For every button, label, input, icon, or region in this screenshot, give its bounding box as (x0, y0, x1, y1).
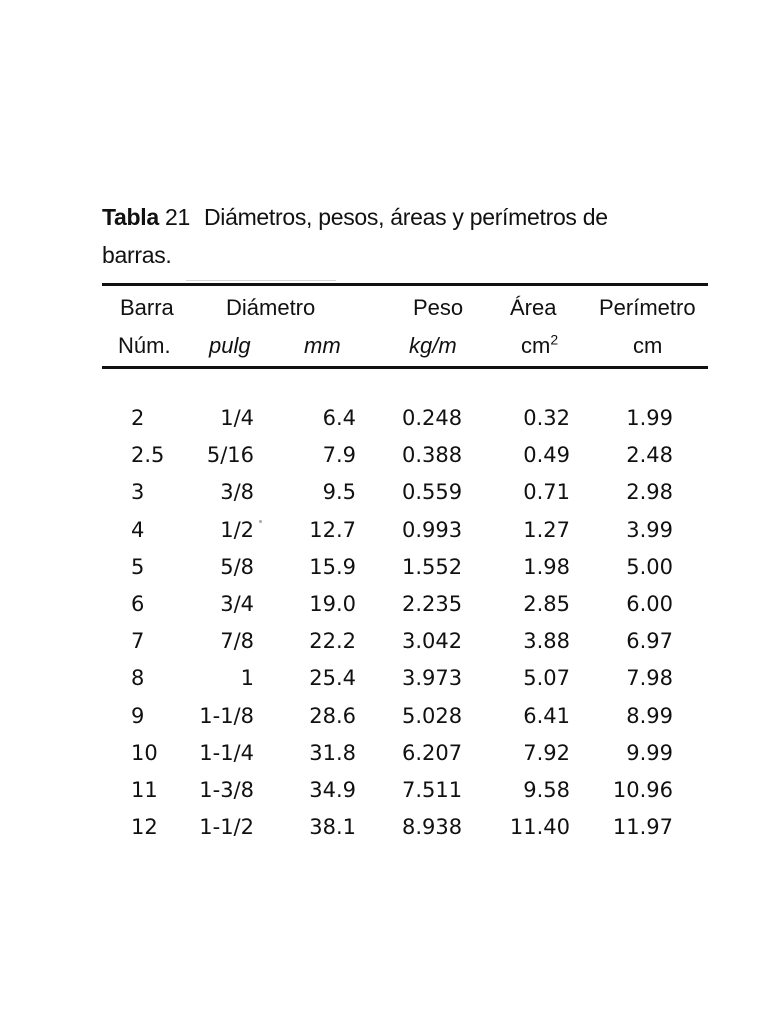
cell-peso: 0.993 (402, 518, 463, 542)
cell-peso: 2.235 (402, 592, 463, 616)
cell-barra: 2.5 (131, 443, 165, 467)
table-top-rule (102, 283, 708, 286)
cell-peso: 7.511 (402, 778, 463, 802)
cell-peso: 3.042 (402, 629, 463, 653)
header-area-unit: $cm^2$ (521, 331, 559, 358)
cell-area: 1.98 (523, 555, 570, 579)
cell-barra: 9 (131, 704, 145, 728)
cell-area: 0.32 (523, 406, 570, 430)
cell-pulg: 3/4 (220, 592, 254, 616)
header-diametro: Diámetro (226, 295, 316, 320)
cell-perimetro: 6.97 (626, 629, 673, 653)
cell-perimetro: 1.99 (626, 406, 673, 430)
cell-barra: 11 (131, 778, 158, 802)
cell-barra: 6 (131, 592, 145, 616)
table-header-rule (102, 366, 708, 369)
cell-mm: 22.2 (309, 629, 356, 653)
cell-area: 1.27 (523, 518, 570, 542)
cell-area: 5.07 (523, 666, 570, 690)
cell-area: 11.40 (509, 815, 570, 839)
cell-mm: 6.4 (322, 406, 356, 430)
caption-line-1 (102, 198, 702, 236)
cell-mm: 31.8 (309, 741, 356, 765)
cell-barra: 12 (131, 815, 158, 839)
cell-pulg: 5/8 (220, 555, 254, 579)
cell-pulg: 1-1/8 (199, 704, 254, 728)
cell-area: 3.88 (523, 629, 570, 653)
cell-perimetro: 7.98 (626, 666, 673, 690)
cell-area: 0.71 (523, 480, 570, 504)
header-peso: Peso (413, 295, 464, 320)
cell-barra: 4 (131, 518, 145, 542)
cell-perimetro: 9.99 (626, 741, 673, 765)
caption-text-line-1: Diámetros, pesos, áreas y perímetros de (203, 204, 608, 230)
cell-pulg: 1/4 (220, 406, 254, 430)
cell-barra: 5 (131, 555, 145, 579)
cell-area: 9.58 (523, 778, 570, 802)
cell-peso: 6.207 (402, 741, 463, 765)
cell-pulg: 1-1/4 (199, 741, 254, 765)
header-barra: Barra (120, 295, 174, 320)
header-peso-unit: kg/m (409, 333, 457, 358)
cell-mm: 34.9 (309, 778, 356, 802)
caption-underline-faint (186, 280, 336, 281)
caption-label: Tabla (102, 204, 159, 230)
cell-mm: 25.4 (309, 666, 356, 690)
header-area: Área (510, 295, 557, 320)
cell-pulg: 1-3/8 (199, 778, 254, 802)
cell-mm: 19.0 (309, 592, 356, 616)
cell-perimetro: 6.00 (626, 592, 673, 616)
cell-barra: 2 (131, 406, 145, 430)
header-pulg: pulg (209, 333, 251, 358)
cell-pulg: 1-1/2 (199, 815, 254, 839)
cell-perimetro: 2.98 (626, 480, 673, 504)
cell-barra: 3 (131, 480, 145, 504)
cell-perimetro: 3.99 (626, 518, 673, 542)
cell-barra: 7 (131, 629, 145, 653)
cell-peso: 5.028 (402, 704, 463, 728)
cell-mm: 12.7 (309, 518, 356, 542)
cell-area: 0.49 (523, 443, 570, 467)
cell-peso: 0.388 (402, 443, 463, 467)
table-caption (102, 198, 702, 274)
cell-peso: 3.973 (402, 666, 463, 690)
cell-mm: 28.6 (309, 704, 356, 728)
header-perimetro: Perímetro (599, 295, 696, 320)
scan-speck (259, 520, 262, 523)
cell-area: 2.85 (523, 592, 570, 616)
cell-perimetro: 5.00 (626, 555, 673, 579)
caption-text-line-2: barras. (102, 242, 172, 268)
cell-mm: 38.1 (309, 815, 356, 839)
cell-area: 7.92 (523, 741, 570, 765)
cell-barra: 8 (131, 666, 145, 690)
cell-mm: 15.9 (309, 555, 356, 579)
cell-pulg: 1/2 (220, 518, 254, 542)
cell-perimetro: 8.99 (626, 704, 673, 728)
cell-perimetro: 11.97 (612, 815, 673, 839)
cell-peso: 0.248 (402, 406, 463, 430)
header-num: Núm. (118, 333, 171, 358)
cell-mm: 7.9 (322, 443, 356, 467)
header-perimetro-unit: cm (633, 333, 663, 358)
cell-perimetro: 10.96 (612, 778, 673, 802)
cell-peso: 1.552 (402, 555, 463, 579)
caption-number: 21 (164, 204, 190, 230)
cell-pulg: 1 (240, 666, 254, 690)
cell-pulg: 5/16 (206, 443, 254, 467)
cell-mm: 9.5 (322, 480, 356, 504)
cell-area: 6.41 (523, 704, 570, 728)
cell-pulg: 7/8 (220, 629, 254, 653)
header-mm: mm (304, 333, 341, 358)
cell-peso: 8.938 (402, 815, 463, 839)
cell-barra: 10 (131, 741, 158, 765)
cell-perimetro: 2.48 (626, 443, 673, 467)
header-area-unit-superscript: 2 (550, 331, 559, 348)
cell-peso: 0.559 (402, 480, 463, 504)
cell-pulg: 3/8 (220, 480, 254, 504)
